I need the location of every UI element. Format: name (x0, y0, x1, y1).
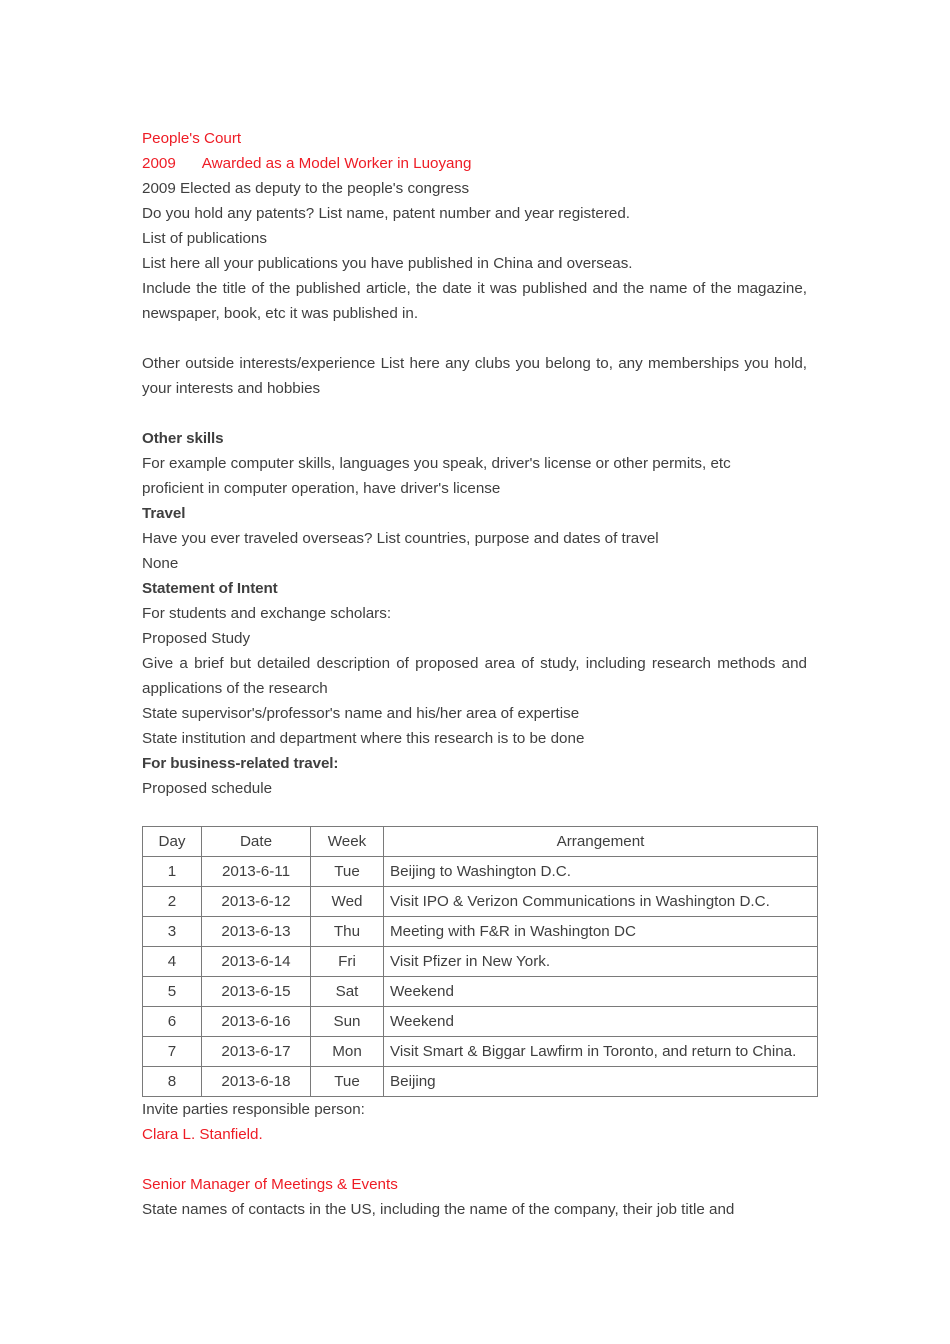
cell-week: Tue (311, 857, 384, 887)
cell-arrangement: Meeting with F&R in Washington DC (384, 917, 818, 947)
travel-prompt-line: Have you ever traveled overseas? List countries, purpose and dates of travel (142, 530, 659, 547)
cell-day: 7 (143, 1037, 202, 1067)
cell-arrangement: Visit Smart & Biggar Lawfirm in Toronto, and return to China. (384, 1037, 818, 1067)
cell-date: 2013-6-16 (202, 1007, 311, 1037)
skills-prompt-line: For example computer skills, languages you speak, driver's license or other permits, etc (142, 455, 731, 472)
publications-prompt-line: List here all your publications you have published in China and overseas. (142, 255, 633, 272)
award-text: Awarded as a Model Worker in Luoyang (201, 155, 472, 172)
cell-week: Wed (311, 887, 384, 917)
table-row (143, 1007, 818, 1037)
students-scholars-line: For students and exchange scholars: (142, 605, 392, 622)
cell-day: 4 (143, 947, 202, 977)
state-contacts-line: State names of contacts in the US, including the name of the company, their job title and (142, 1201, 735, 1218)
cell-day: 8 (143, 1067, 202, 1097)
cell-week: Sun (311, 1007, 384, 1037)
cell-arrangement: Beijing to Washington D.C. (384, 857, 818, 887)
state-institution-line: State institution and department where this research is to be done (142, 730, 585, 747)
paragraph-spacer-3 (142, 801, 807, 826)
contact-name-line: Clara L. Stanfield. (142, 1126, 263, 1143)
contact-title-line: Senior Manager of Meetings & Events (142, 1176, 398, 1193)
table-row (143, 977, 818, 1007)
proposed-schedule-table (142, 826, 818, 1097)
header-day: Day (143, 827, 202, 857)
cell-arrangement: Weekend (384, 1007, 818, 1037)
document-body (142, 126, 812, 1222)
cell-arrangement: Beijing (384, 1067, 818, 1097)
award-2009-line (142, 151, 807, 176)
paragraph-spacer-2 (142, 401, 807, 426)
cell-day: 6 (143, 1007, 202, 1037)
header-arrangement: Arrangement (384, 827, 818, 857)
cell-day: 5 (143, 977, 202, 1007)
proposed-schedule-line: Proposed schedule (142, 780, 273, 797)
header-date: Date (202, 827, 311, 857)
table-row (143, 1037, 818, 1067)
invite-parties-line: Invite parties responsible person: (142, 1101, 365, 1118)
elected-2009-line: 2009 Elected as deputy to the people's congress (142, 180, 470, 197)
cell-week: Thu (311, 917, 384, 947)
give-brief-description-line: Give a brief but detailed description of proposed area of study, including research methods and applications of the research (142, 655, 812, 697)
travel-heading: Travel (142, 505, 186, 522)
award-year: 2009 (142, 155, 176, 172)
travel-answer-line: None (142, 555, 179, 572)
cell-week: Fri (311, 947, 384, 977)
cell-date: 2013-6-14 (202, 947, 311, 977)
peoples-court-line: People's Court (142, 130, 242, 147)
cell-date: 2013-6-15 (202, 977, 311, 1007)
state-supervisor-line: State supervisor's/professor's name and his/her area of expertise (142, 705, 580, 722)
table-row (143, 887, 818, 917)
cell-arrangement: Visit IPO & Verizon Communications in Washington D.C. (384, 887, 818, 917)
list-of-publications-line: List of publications (142, 230, 267, 247)
cell-week: Tue (311, 1067, 384, 1097)
table-header-row (143, 827, 818, 857)
proposed-study-line: Proposed Study (142, 630, 251, 647)
table-row (143, 1067, 818, 1097)
paragraph-spacer-4 (142, 1147, 807, 1172)
cell-date: 2013-6-18 (202, 1067, 311, 1097)
cell-arrangement: Visit Pfizer in New York. (384, 947, 818, 977)
statement-of-intent-heading: Statement of Intent (142, 580, 278, 597)
table-row (143, 917, 818, 947)
cell-week: Sat (311, 977, 384, 1007)
cell-date: 2013-6-11 (202, 857, 311, 887)
cell-day: 2 (143, 887, 202, 917)
skills-answer-line: proficient in computer operation, have driver's license (142, 480, 501, 497)
cell-day: 3 (143, 917, 202, 947)
cell-date: 2013-6-12 (202, 887, 311, 917)
other-skills-heading: Other skills (142, 430, 224, 447)
business-travel-heading: For business-related travel: (142, 755, 339, 772)
other-interests-prompt-line: Other outside interests/experience List here any clubs you belong to, any memberships you hold, your interests and hobbies (142, 355, 812, 397)
header-week: Week (311, 827, 384, 857)
include-title-prompt-line: Include the title of the published article, the date it was published and the name of the magazine, newspaper, book, etc it was published in. (142, 280, 812, 322)
paragraph-spacer-1 (142, 326, 807, 351)
cell-date: 2013-6-17 (202, 1037, 311, 1067)
cell-week: Mon (311, 1037, 384, 1067)
cell-arrangement: Weekend (384, 977, 818, 1007)
patents-prompt-line: Do you hold any patents? List name, patent number and year registered. (142, 205, 630, 222)
table-row (143, 857, 818, 887)
cell-day: 1 (143, 857, 202, 887)
cell-date: 2013-6-13 (202, 917, 311, 947)
table-row (143, 947, 818, 977)
